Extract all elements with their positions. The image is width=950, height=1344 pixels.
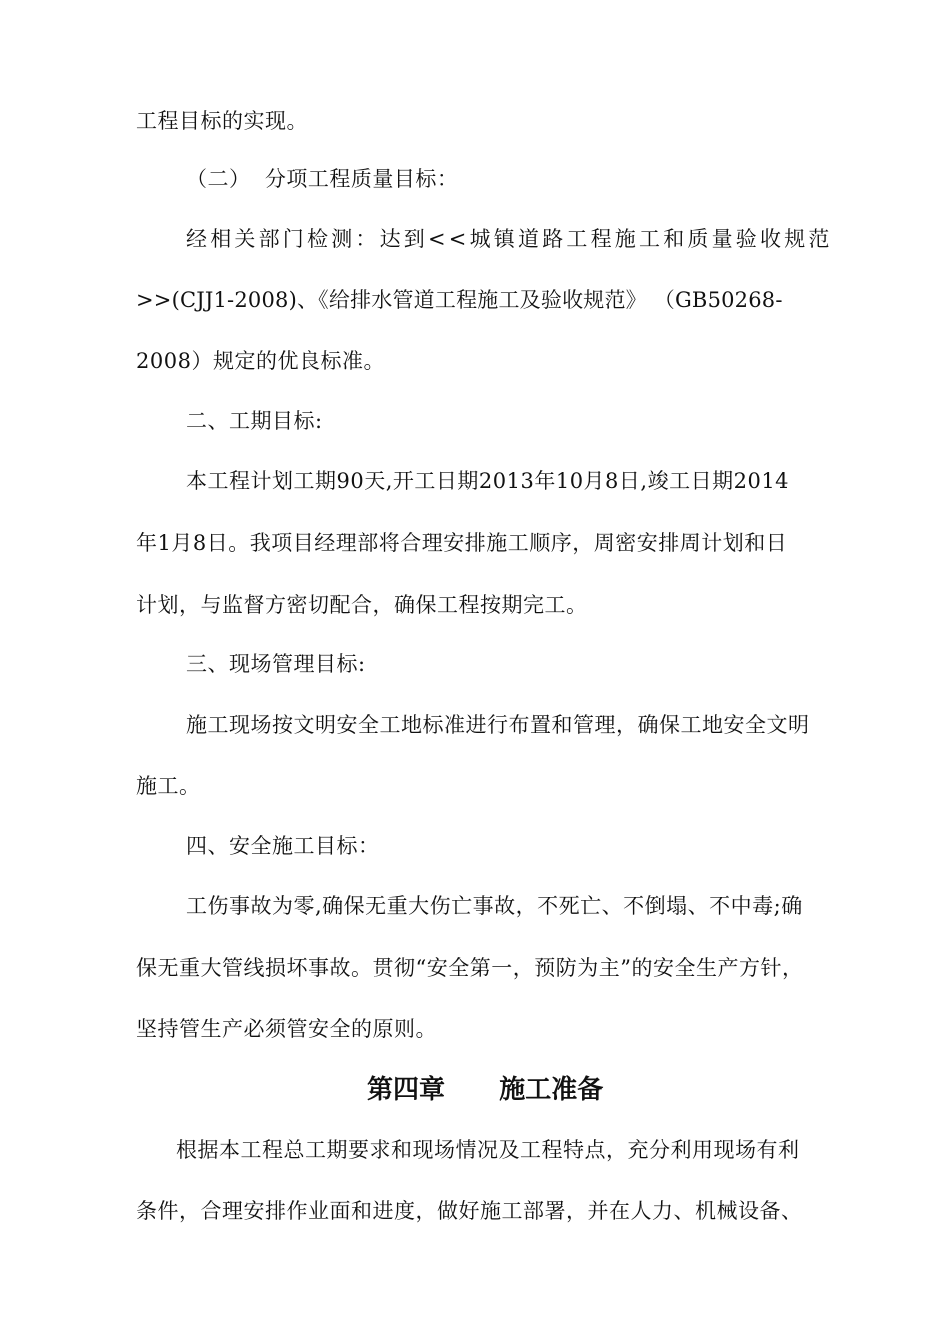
paragraph-line: 根据本工程总工期要求和现场情况及工程特点，充分利用现场有利: [176, 1138, 800, 1162]
paragraph-line: 坚持管生产必须管安全的原则。: [136, 1017, 437, 1041]
paragraph-line: >>(CJJ1-2008)、《给排水管道工程施工及验收规范》 （GB50268-: [136, 288, 783, 312]
paragraph-line: 保无重大管线损坏事故。贯彻“安全第一，预防为主”的安全生产方针，: [136, 956, 804, 980]
section-heading: 三、现场管理目标:: [186, 652, 366, 676]
paragraph-line: 条件，合理安排作业面和进度，做好施工部署，并在人力、机械设备、: [136, 1199, 803, 1223]
paragraph-line: 计划，与监督方密切配合，确保工程按期完工。: [136, 593, 588, 617]
section-heading: 二、工期目标:: [186, 409, 323, 433]
paragraph-line: 2008）规定的优良标准。: [136, 349, 385, 373]
paragraph-line: 施工现场按文明安全工地标准进行布置和管理，确保工地安全文明: [186, 713, 810, 737]
paragraph-line: 工程目标的实现。: [136, 109, 308, 133]
paragraph-line: 施工。: [136, 774, 201, 798]
paragraph-line: 年1月8日。我项目经理部将合理安排施工顺序，周密安排周计划和日: [136, 531, 788, 555]
subsection-heading: （二） 分项工程质量目标：: [186, 167, 459, 191]
paragraph-line: 工伤事故为零,确保无重大伤亡事故，不死亡、不倒塌、不中毒;确: [186, 894, 803, 918]
section-heading: 四、安全施工目标：: [186, 834, 380, 858]
paragraph-line: 经相关部门检测：达到<<城镇道路工程施工和质量验收规范: [186, 227, 833, 251]
paragraph-line: 本工程计划工期90天,开工日期2013年10月8日,竣工日期2014: [186, 469, 790, 493]
chapter-heading: 第四章 施工准备: [367, 1075, 604, 1105]
